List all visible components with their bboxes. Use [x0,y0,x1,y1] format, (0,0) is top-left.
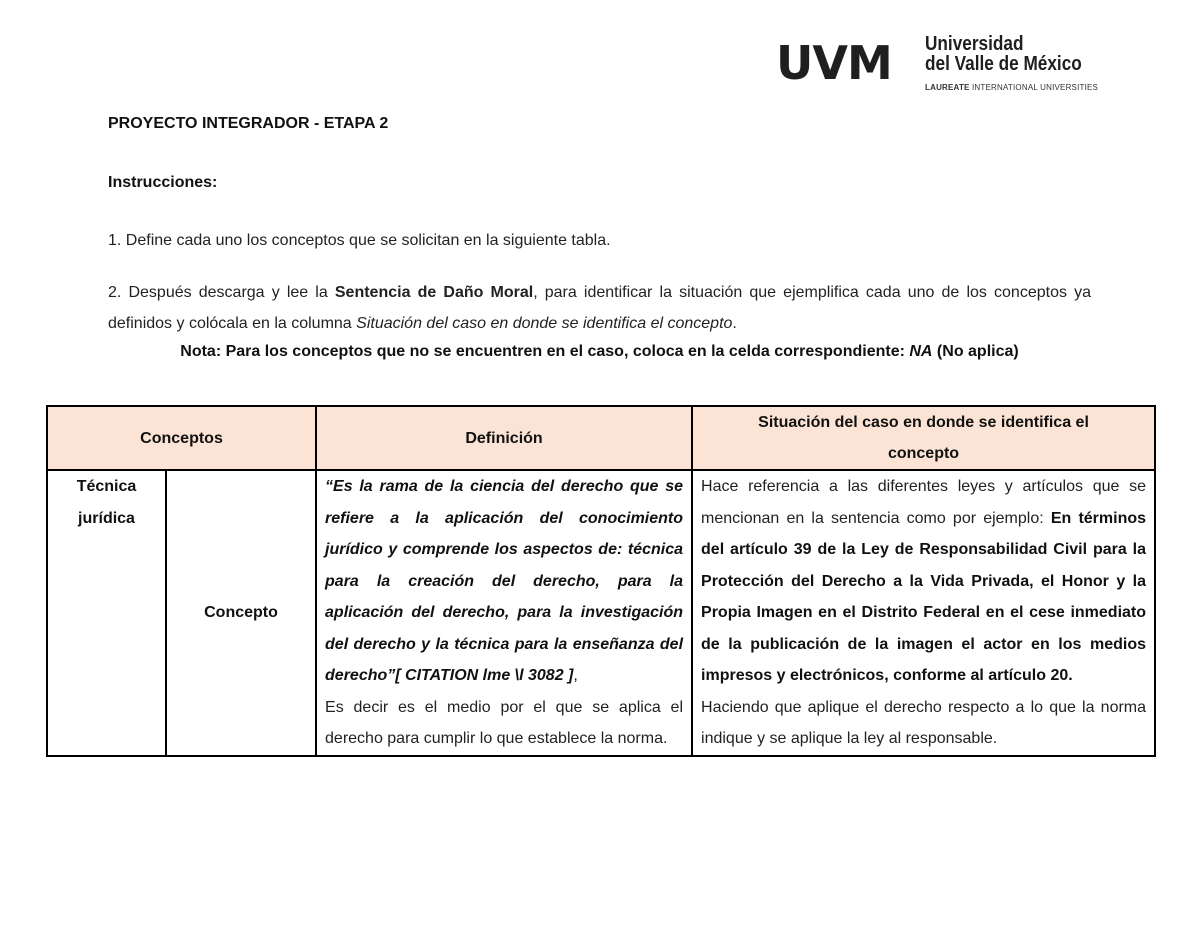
logo-mark: UVM [776,36,892,90]
table-row [47,470,1155,756]
concepts-table [46,405,1156,757]
step2-italic: Situación del caso en donde se identifica el concepto [356,315,733,332]
table-header-row [47,406,1155,470]
note-text-b: (No aplica) [932,343,1019,360]
cell-definition [316,470,692,756]
step2-text-b: , para identificar la situación que ejemplifica cada uno de los conceptos ya definidos y colócala en la columna [108,284,1091,332]
logo-tag-bold: LAUREATE [925,83,970,92]
logo-name-line1: Universidad [925,33,1024,55]
note-italic: NA [909,343,933,360]
document-title: PROYECTO INTEGRADOR - ETAPA 2 [108,115,389,132]
definition-comma: , [573,667,578,684]
logo-tag-rest: INTERNATIONAL UNIVERSITIES [969,83,1099,92]
step2-bold: Sentencia de Daño Moral [334,284,534,301]
definition-quote: “Es la rama de la ciencia del derecho que se refiere a la aplicación del conocimiento jurídico y comprende los aspectos de: técnica para la creación del derecho, para la aplicación del derecho, para la investigación del derecho y la técnica para la enseñanza del derecho”[ CITATION lme \l 3082 ] [325,478,684,684]
instructions-label: Instrucciones: [108,174,218,191]
note [108,343,1091,361]
step2-text-a: 2. Después descarga y lee la [108,284,335,301]
definition-plain: Es decir es el medio por el que se aplica el derecho para cumplir lo que establece la norma. [325,698,684,747]
header-concepts: Conceptos [47,406,316,470]
uvm-logo [776,33,1099,94]
cell-term: Técnica jurídica [47,470,166,756]
situation-bold: En términos del artículo 39 de la Ley de Responsabilidad Civil para la Protección del Derecho a la Vida Privada, el Honor y la Propia Imagen en el Distrito Federal en el cese inmediato de la publicación de la imagen el actor en los medios impresos y electrónicos, conforme al artículo 20. [701,509,1147,684]
cell-situation [692,470,1155,756]
situation-end: Haciendo que aplique el derecho respecto a lo que la norma indique y se aplique la ley al responsable. [701,698,1147,747]
logo-name [925,34,1082,74]
situation-intro: Hace referencia a las diferentes leyes y artículos que se mencionan en la sentencia como por ejemplo: [701,478,1147,527]
step2-text-c: . [732,315,737,332]
cell-subterm: Concepto [166,470,316,756]
header-situation: Situación del caso en donde se identifica el concepto [692,406,1155,470]
note-text-a: Nota: Para los conceptos que no se encuentren en el caso, coloca en la celda correspondiente: [180,343,910,360]
instruction-step-2 [108,277,1091,339]
logo-name-line2: del Valle de México [925,53,1082,75]
header-definition: Definición [316,406,692,470]
logo-tagline [925,83,1098,92]
instruction-step-1: 1. Define cada uno los conceptos que se solicitan en la siguiente tabla. [108,232,611,249]
